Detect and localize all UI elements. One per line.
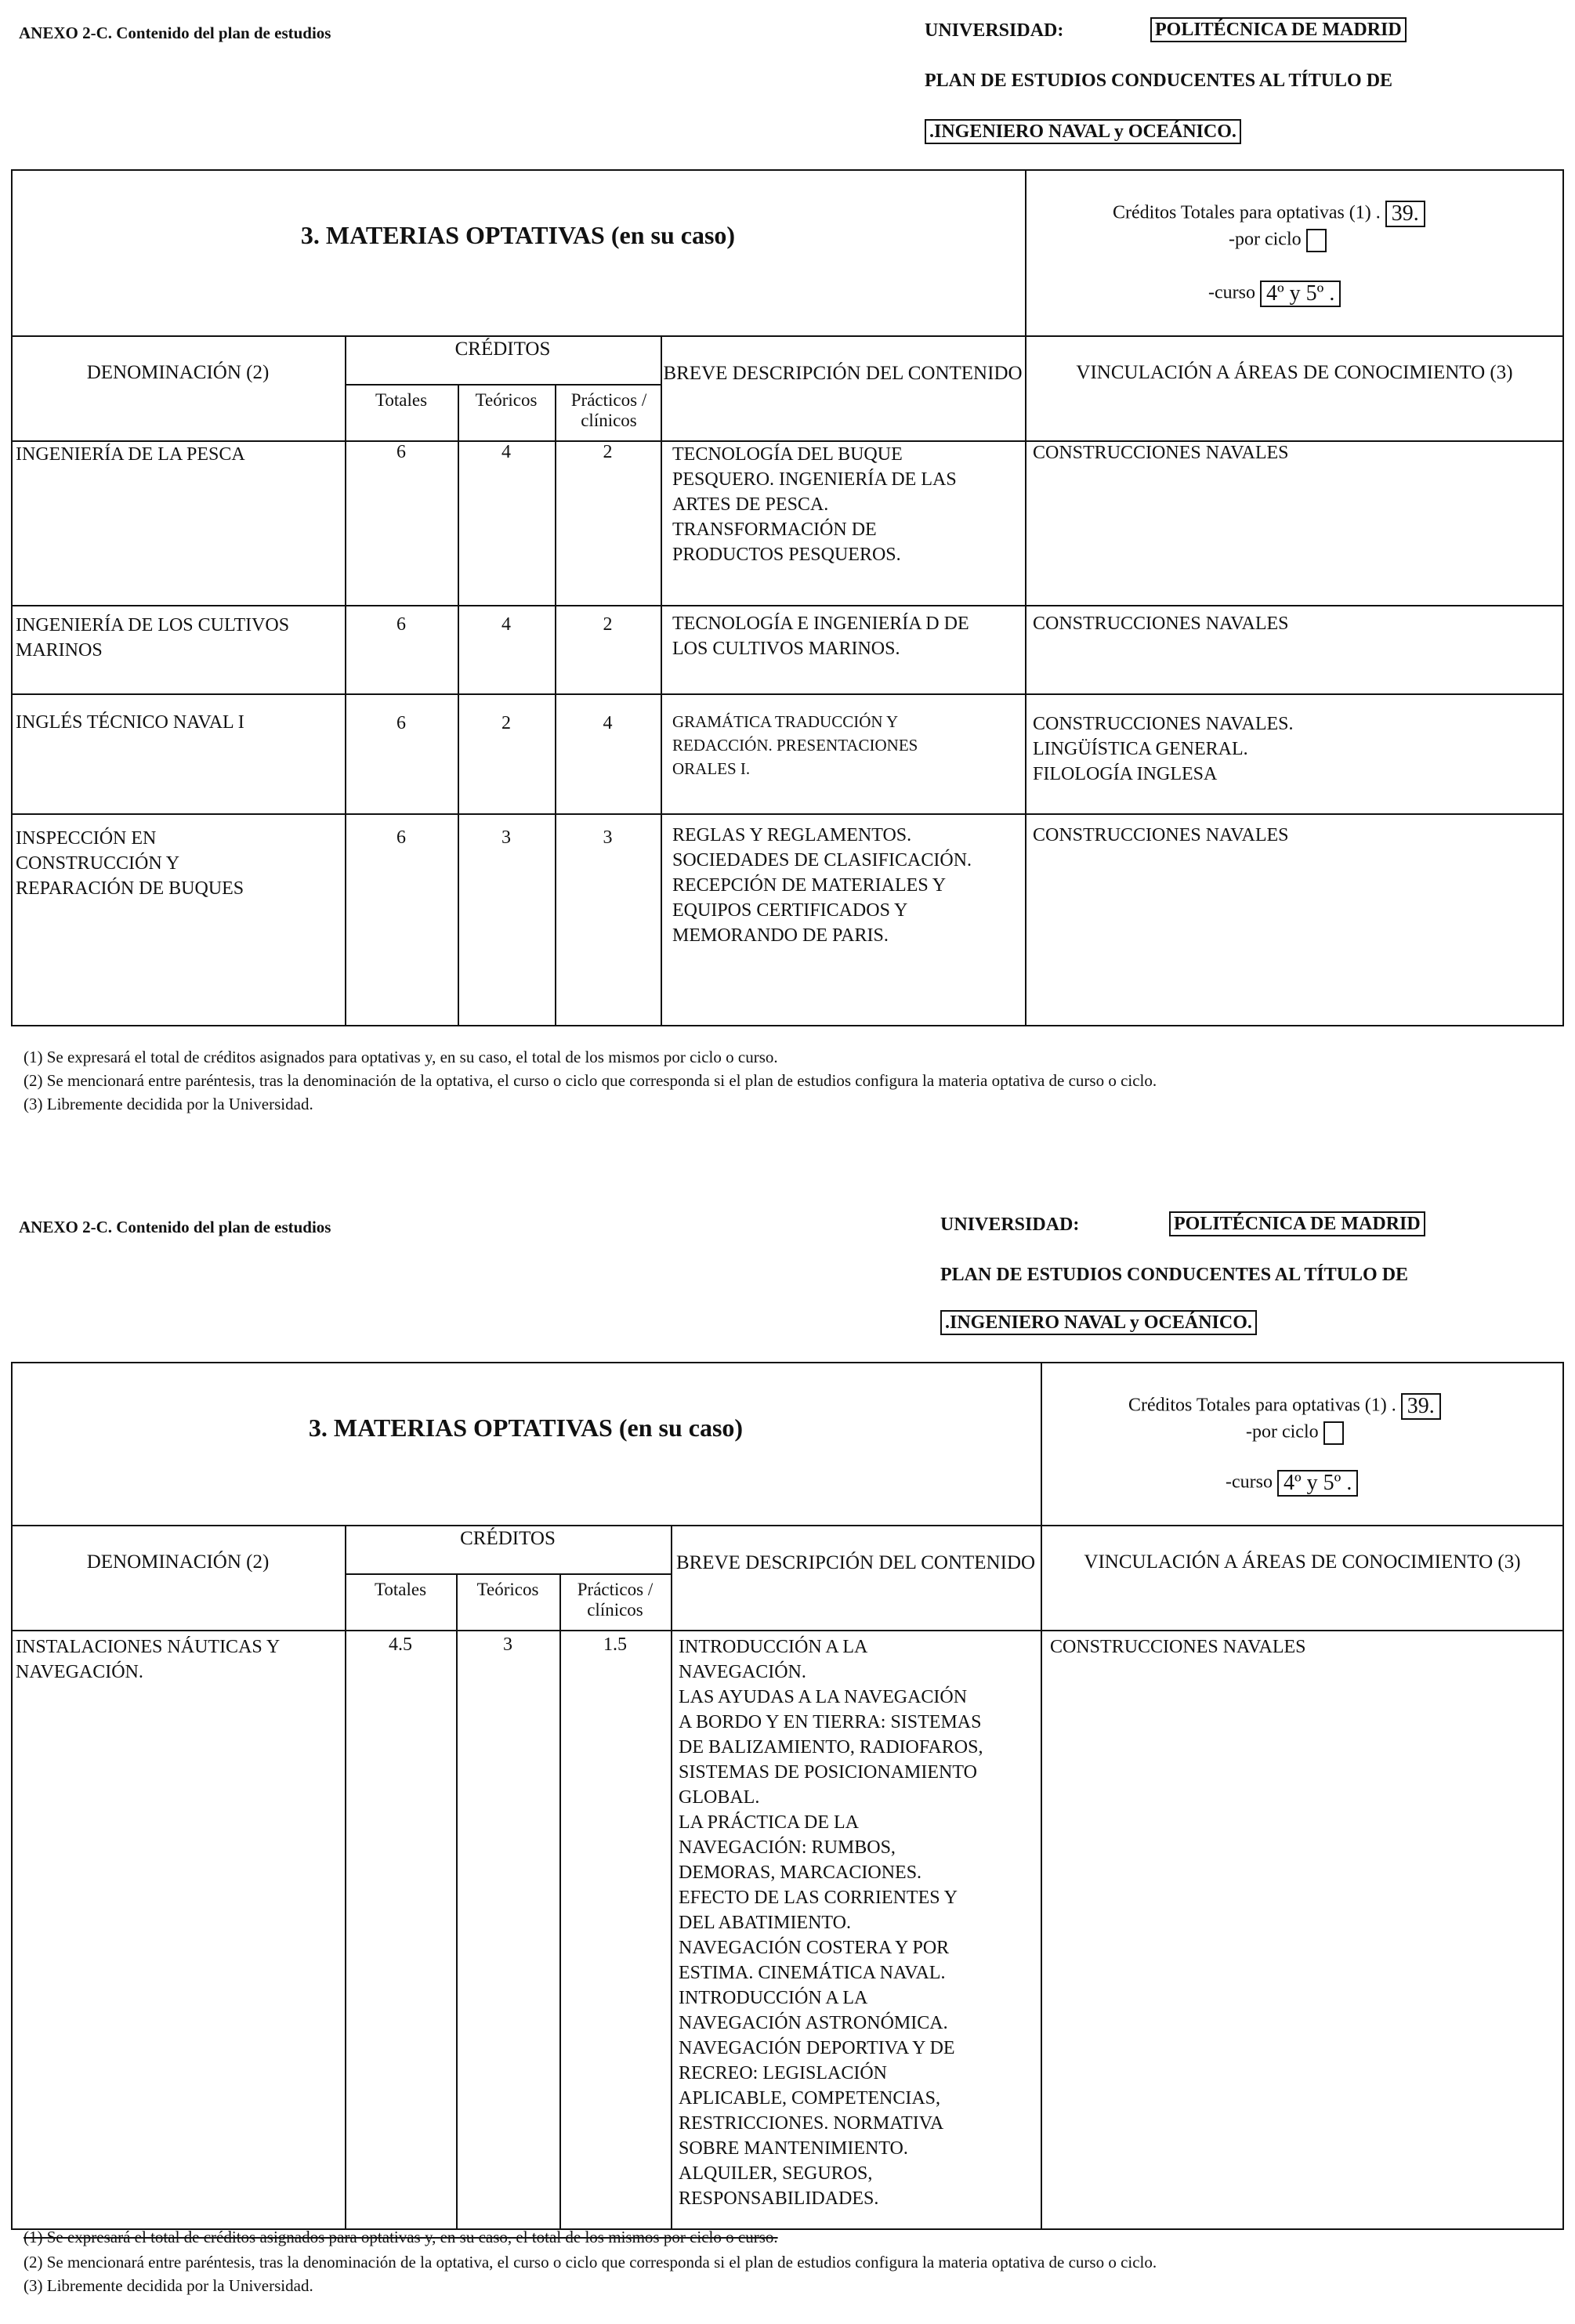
- row-4-denominacion: INSPECCIÓN EN CONSTRUCCIÓN Y REPARACIÓN DE BUQUES: [16, 828, 244, 899]
- creditos-totales-box: 39.: [1385, 201, 1425, 227]
- creditos-totales-line: Créditos Totales para optativas (1) . 39.: [1128, 1393, 1441, 1420]
- col-denominacion: DENOMINACIÓN (2): [86, 1551, 270, 1573]
- row-2-denominacion: INGENIERÍA DE LOS CULTIVOS MARINOS: [16, 615, 290, 661]
- footnote-3: (3) Libremente decidida por la Universidad.: [24, 2276, 313, 2295]
- section-title: 3. MATERIAS OPTATIVAS (en su caso): [300, 221, 736, 249]
- universidad-label: UNIVERSIDAD:: [940, 1214, 1080, 1235]
- row-1-denominacion: INGENIERÍA DE LA PESCA: [16, 444, 245, 465]
- col-vinculacion: VINCULACIÓN A ÁREAS DE CONOCIMIENTO (3): [1084, 1551, 1521, 1573]
- anexo-label: ANEXO 2-C. Contenido del plan de estudios: [19, 1218, 331, 1236]
- section-title: 3. MATERIAS OPTATIVAS (en su caso): [308, 1414, 744, 1442]
- universidad-name: POLITÉCNICA DE MADRID: [1169, 1211, 1425, 1236]
- col-teoricos: Teóricos: [476, 1580, 539, 1599]
- footnote-1: (1) Se expresará el total de créditos asignados para optativas y, en su caso, el total de los mismos por ciclo o curso.: [24, 2228, 778, 2246]
- row-1-practicos: 1.5: [603, 1634, 627, 1655]
- row-1-descripcion: INTRODUCCIÓN A LA NAVEGACIÓN. LAS AYUDAS A LA NAVEGACIÓN A BORDO Y EN TIERRA: SISTEMAS DE BALIZAMIENTO, RADIOFAROS, SISTEMAS DE POSICIONAMIENTO GLOBAL. LA PRÁCTICA DE LA NAVEGACIÓN: RUMBOS, DEMORAS, MARCACIONES. EFECTO DE LAS CORRIENTES Y DEL ABATIMIENTO. NAVEGACIÓN COSTERA Y POR ESTIMA. CINEMÁTICA NAVAL. INTRODUCCIÓN A LA NAVEGACIÓN ASTRONÓMICA. NAVEGACIÓN DEPORTIVA Y DE RECREO: LEGISLACIÓN APLICABLE, COMPETENCIAS, RESTRICCIONES. NORMATIVA SOBRE MANTENIMIENTO. ALQUILER, SEGUROS, RESPONSABILIDADES.: [679, 1637, 983, 2209]
- col-totales: Totales: [374, 1580, 427, 1599]
- titulo-name: .INGENIERO NAVAL y OCEÁNICO.: [925, 119, 1241, 144]
- row-4-totales: 6: [396, 827, 406, 848]
- row-2-practicos: 2: [603, 614, 613, 635]
- por-ciclo-box: [1323, 1421, 1344, 1445]
- page-2: [0, 1191, 1575, 2324]
- universidad-name: POLITÉCNICA DE MADRID: [1150, 17, 1407, 42]
- creditos-totales-line: Créditos Totales para optativas (1) . 39.: [1113, 201, 1425, 227]
- row-1-teoricos: 3: [503, 1634, 512, 1655]
- universidad-label: UNIVERSIDAD:: [925, 20, 1064, 41]
- row-4-teoricos: 3: [501, 827, 511, 848]
- plan-label: PLAN DE ESTUDIOS CONDUCENTES AL TÍTULO DE: [925, 71, 1393, 91]
- row-2-vinculacion: CONSTRUCCIONES NAVALES: [1033, 614, 1289, 634]
- row-1-teoricos: 4: [501, 442, 511, 462]
- row-3-descripcion: GRAMÁTICA TRADUCCIÓN Y REDACCIÓN. PRESENTACIONES ORALES I.: [672, 712, 918, 778]
- row-3-teoricos: 2: [501, 713, 511, 733]
- row-1-practicos: 2: [603, 442, 613, 462]
- page-1: [0, 0, 1575, 1136]
- row-3-denominacion: INGLÉS TÉCNICO NAVAL I: [16, 712, 244, 733]
- row-3-vinculacion: CONSTRUCCIONES NAVALES. LINGÜÍSTICA GENERAL. FILOLOGÍA INGLESA: [1033, 714, 1294, 784]
- row-1-totales: 6: [396, 442, 406, 462]
- creditos-totales-box: 39.: [1401, 1393, 1441, 1420]
- row-1-totales: 4.5: [389, 1634, 412, 1655]
- row-1-vinculacion: CONSTRUCCIONES NAVALES: [1033, 443, 1289, 463]
- plan-label: PLAN DE ESTUDIOS CONDUCENTES AL TÍTULO DE: [940, 1265, 1409, 1285]
- row-3-practicos: 4: [603, 713, 613, 733]
- por-ciclo-line: -por ciclo: [1246, 1421, 1344, 1445]
- row-1-denominacion: INSTALACIONES NÁUTICAS Y NAVEGACIÓN.: [16, 1637, 281, 1682]
- curso-line: -curso 4º y 5º .: [1226, 1470, 1358, 1497]
- footnote-3: (3) Libremente decidida por la Universidad.: [24, 1095, 313, 1113]
- row-3-totales: 6: [396, 713, 406, 733]
- col-vinculacion: VINCULACIÓN A ÁREAS DE CONOCIMIENTO (3): [1076, 362, 1513, 383]
- titulo-name: .INGENIERO NAVAL y OCEÁNICO.: [940, 1310, 1257, 1335]
- row-2-totales: 6: [396, 614, 406, 635]
- row-2-teoricos: 4: [501, 614, 511, 635]
- col-creditos: CRÉDITOS: [454, 338, 551, 360]
- col-practicos: Prácticos / clínicos: [577, 1580, 654, 1620]
- por-ciclo-box: [1306, 229, 1327, 252]
- col-teoricos: Teóricos: [475, 390, 538, 410]
- curso-box: 4º y 5º .: [1277, 1470, 1358, 1497]
- col-totales: Totales: [375, 390, 428, 410]
- row-2-descripcion: TECNOLOGÍA E INGENIERÍA D DE LOS CULTIVOS MARINOS.: [672, 614, 969, 659]
- curso-line: -curso 4º y 5º .: [1208, 281, 1341, 307]
- curso-box: 4º y 5º .: [1260, 281, 1341, 307]
- footnote-2: (2) Se mencionará entre paréntesis, tras la denominación de la optativa, el curso o ciclo que corresponda si el plan de estudios configura la materia optativa de curso o ciclo.: [24, 1071, 1157, 1090]
- footnote-2: (2) Se mencionará entre paréntesis, tras la denominación de la optativa, el curso o ciclo que corresponda si el plan de estudios configura la materia optativa de curso o ciclo.: [24, 2253, 1157, 2272]
- col-practicos: Prácticos / clínicos: [570, 390, 647, 430]
- col-creditos: CRÉDITOS: [460, 1528, 556, 1549]
- row-4-vinculacion: CONSTRUCCIONES NAVALES: [1033, 825, 1289, 845]
- row-4-practicos: 3: [603, 827, 613, 848]
- por-ciclo-line: -por ciclo: [1229, 229, 1327, 252]
- col-descripcion: BREVE DESCRIPCIÓN DEL CONTENIDO: [663, 363, 1023, 384]
- footnote-1: (1) Se expresará el total de créditos asignados para optativas y, en su caso, el total de los mismos por ciclo o curso.: [24, 1048, 778, 1066]
- col-descripcion: BREVE DESCRIPCIÓN DEL CONTENIDO: [675, 1552, 1036, 1573]
- col-denominacion: DENOMINACIÓN (2): [86, 362, 270, 383]
- anexo-label: ANEXO 2-C. Contenido del plan de estudios: [19, 24, 331, 42]
- row-1-descripcion: TECNOLOGÍA DEL BUQUE PESQUERO. INGENIERÍA DE LAS ARTES DE PESCA. TRANSFORMACIÓN DE PRODUCTOS PESQUEROS.: [672, 444, 957, 565]
- row-1-vinculacion: CONSTRUCCIONES NAVALES: [1050, 1637, 1306, 1657]
- row-4-descripcion: REGLAS Y REGLAMENTOS. SOCIEDADES DE CLASIFICACIÓN. RECEPCIÓN DE MATERIALES Y EQUIPOS CERTIFICADOS Y MEMORANDO DE PARIS.: [672, 825, 972, 946]
